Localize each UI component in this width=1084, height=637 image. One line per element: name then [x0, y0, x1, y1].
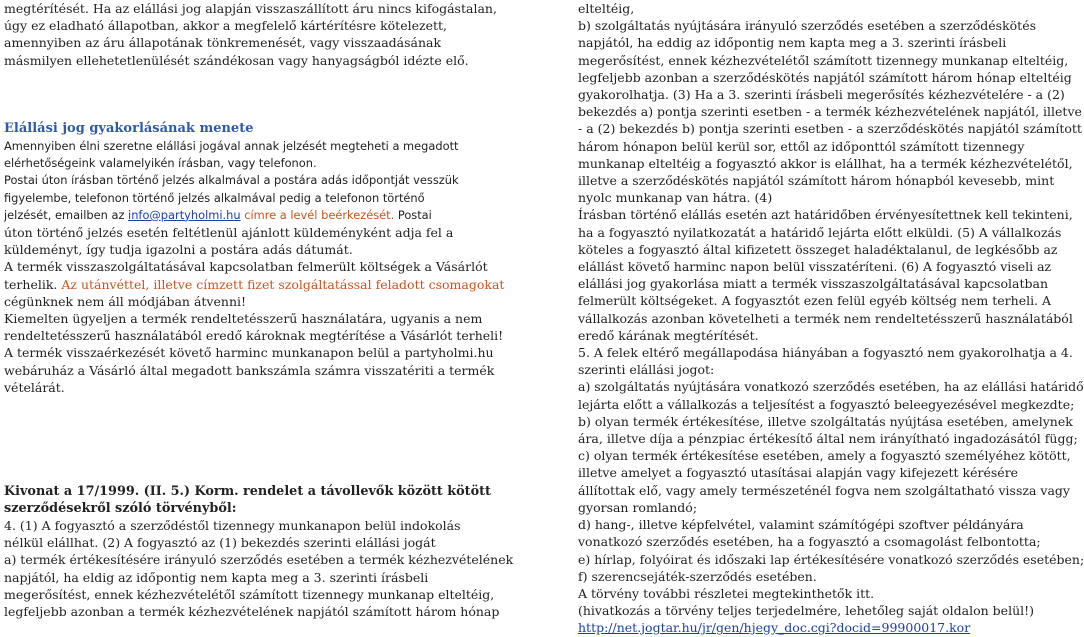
text-fragment: címre a levél beérkezését. [240, 207, 395, 222]
intro-paragraph [4, 0, 497, 69]
text-line: megtérítését. Ha az elállási jog alapján visszaszállított áru nincs kifogástalan, [4, 1, 497, 16]
text-line: a) szolgáltatás nyújtására vonatkozó szerződés esetében, ha az elállási határidő [578, 379, 1084, 395]
text-line: állítottak elő, vagy amely természeténél fogva nem szolgáltatható vissza vagy [578, 482, 1070, 498]
text-line: ára, illetve díja a pénzpiac értékesítő által nem irányítható ingadozásától függ; [578, 431, 1078, 447]
text-line: szerződésekről szóló törvényből: [4, 501, 237, 517]
text-line: A termék visszaszolgáltatásával kapcsolatban felmerült költségek a Vásárlót [4, 259, 488, 275]
law-paragraph [4, 517, 513, 620]
text-line: c) olyan termék értékesítése esetében, amely a fogyasztó személyéhez kötött, [578, 448, 1071, 464]
text-line: ha a fogyasztó nyilatkozatát a határidő lejárta előtt elküldi. (5) A vállalkozás [578, 224, 1062, 240]
text-line: elállást követő harminc napon belül visszatéríteni. (6) A fogyasztó viseli az [578, 259, 1052, 275]
text-line: gyorsan romlandó; [578, 499, 698, 515]
text-line: A törvény további részletei megtekinthetők itt. [578, 585, 875, 601]
text-line: elállási jog gyakorlása miatt a termék visszaszolgáltatásával kapcsolatban [578, 276, 1049, 292]
law-link[interactable]: http://net.jogtar.hu/jr/gen/hjegy_doc.cgi?docid=99900017.kor [578, 620, 971, 636]
text-line: napjától, ha eldig az időpontig nem kapta meg a 3. szerinti írásbeli [4, 569, 429, 585]
text-line: Írásban történő elállás esetén azt határidőben érvényesítettnek kell tekinteni, [578, 207, 1073, 223]
text-line: vonatkozó szerződés esetében, ha a fogyasztó a csomagolást felbontotta; [578, 534, 1041, 550]
text-line: elérhetőségeink valamelyikén írásban, vagy telefonon. [4, 156, 317, 171]
text-line: 5. A felek eltérő megállapodása hiányában a fogyasztó nem gyakorolhatja a 4. [578, 345, 1073, 361]
text-line [4, 276, 504, 293]
law-continuation [578, 0, 1084, 637]
law-heading [4, 483, 491, 517]
text-line: d) hang-, illetve képfelvétel, valamint számítógépi szoftver példányára [578, 517, 1024, 533]
text-line: lejárta előtt a vállalkozás a teljesítést a fogyasztó beleegyezésével megkezdte; [578, 396, 1075, 412]
text-line: Postai úton írásban történő jelzés alkalmával a postára adás időpontját vesszük [4, 173, 459, 188]
text-line: küldeményt, így tudja igazolni a postára adás dátumát. [4, 242, 353, 258]
email-link[interactable]: info@partyholmi.hu [128, 207, 241, 222]
text-line: illetve a szerződéskötés napjától számított három hónapból kevesebb, mint [578, 173, 1055, 189]
text-line: elteltéig, [578, 1, 635, 16]
text-line: webáruház a Vásárló által megadott bankszámla számra visszatériti a termék [4, 362, 495, 378]
text-line: legfeljebb azonban a szerződéskötés napjától számított három hónap elteltéig [578, 69, 1072, 85]
text-line: illetve amelyet a fogyasztó utasításai alapján vagy kifejezett kérésére [578, 465, 1019, 481]
text-line: megerősítést, ennek kézhezvételétől számított tizennegy munkanap elteltéig, [4, 586, 495, 602]
text-line: munkanap elteltéig a fogyasztó akkor is elállhat, ha a termék kézhezvételétől, [578, 155, 1073, 171]
text-line: három hónapon belül kerül sor, ettől az időponttól számított tizennegy [578, 138, 1025, 154]
text-line: eredő kárának megtérítését. [578, 327, 759, 343]
text-line: vételárát. [4, 379, 65, 395]
text-line: felmerült költségeket. A fogyasztót ezen felül egyéb költség nem terheli. A [578, 293, 1052, 309]
text-line: figyelembe, telefonon történő jelzés alkalmával pedig a telefonon történő [4, 190, 425, 205]
text-line: e) hírlap, folyóirat és időszaki lap értékesítésére vonatkozó szerződés esetében; [578, 551, 1084, 567]
postal-paragraph [4, 224, 504, 396]
text-line: bekezdés a) pontja szerinti esetben - a termék kézhezvételének napjától, illetve [578, 104, 1082, 120]
text-line: cégünknek nem áll módjában átvenni! [4, 293, 247, 309]
text-line: amennyiben az áru állapotának tönkremenését, vagy visszaadásának [4, 35, 442, 51]
text-line: vállalkozás azonban követelheti a termék nem rendeltetésszerű használatából [578, 310, 1073, 326]
text-fragment: Postai [394, 207, 432, 222]
text-line: legfeljebb azonban a termék kézhezvételének napjától számított három hónap [4, 604, 500, 620]
text-fragment: terhelik. [4, 276, 58, 292]
text-line: b) szolgáltatás nyújtására irányuló szerződés esetében a szerződéskötés [578, 18, 1037, 34]
email-line [4, 207, 459, 224]
text-line: nélkül elállhat. (2) A fogyasztó az (1) bekezdés szerinti elállási jogát [4, 535, 436, 551]
section-paragraph [4, 138, 459, 224]
text-line: a) termék értékesítésére irányuló szerződés esetében a termék kézhezvételének [4, 552, 514, 568]
text-fragment: Az utánvéttel, illetve címzett fizet szolgáltatással feladott csomagokat [57, 276, 505, 292]
text-line: Kivonat a 17/1999. (II. 5.) Korm. rendelet a távollevők között kötött [4, 484, 491, 499]
text-line: gyakorolhatja. (3) Ha a 3. szerinti írásbeli megerősítés kézhezvételére - a (2) [578, 87, 1065, 103]
text-line: szerinti elállási jogot: [578, 362, 715, 378]
text-line: rendeltetésszerű használatából eredő károknak megtérítése a Vásárlót terheli! [4, 328, 504, 344]
text-line: másmilyen ellehetetlenülését szándékosan vagy hanyagságból idézte elő. [4, 52, 469, 68]
text-line: megerősítést, ennek kézhezvételétől számított tizennegy munkanap elteltéig, [578, 52, 1069, 68]
text-line: 4. (1) A fogyasztó a szerződéstől tizennegy munkanapon belül indokolás [4, 518, 461, 533]
text-line: nyolc munkanap van hátra. (4) [578, 190, 773, 206]
text-line: napjától, ha eddig az időpontig nem kapta meg a 3. szerinti írásbeli [578, 35, 1007, 51]
text-line: úton történő jelzés esetén feltétlenül ajánlott küldeményként adja fel a [4, 225, 454, 240]
text-line: b) olyan termék értékesítése, illetve szolgáltatás nyújtása esetében, amelynek [578, 413, 1073, 429]
text-line: köteles a fogyasztó által kifizetett összeget haladéktalanul, de legkésőbb az [578, 241, 1058, 257]
text-line: - a (2) bekezdés b) pontja szerinti esetben - a szerződéskötés napjától számított [578, 121, 1082, 137]
text-fragment: jelzését, emailben az [4, 207, 129, 222]
text-line: Amennyiben élni szeretne elállási jogával annak jelzését megteheti a megadott [4, 139, 459, 153]
text-line: A termék visszaérkezését követő harminc munkanapon belül a partyholmi.hu [4, 345, 494, 361]
text-line: (hivatkozás a törvény teljes terjedelmére, lehetőleg saját oldalon belül!) [578, 603, 1035, 619]
text-line: úgy ez eladható állapotban, akkor a megfelelő kártérítésre kötelezett, [4, 18, 447, 34]
section-heading: Elállási jog gyakorlásának menete [4, 121, 254, 136]
text-line: Kiemelten ügyeljen a termék rendeltetésszerű használatára, ugyanis a nem [4, 311, 483, 327]
text-line: f) szerencsejáték-szerződés esetében. [578, 568, 817, 584]
